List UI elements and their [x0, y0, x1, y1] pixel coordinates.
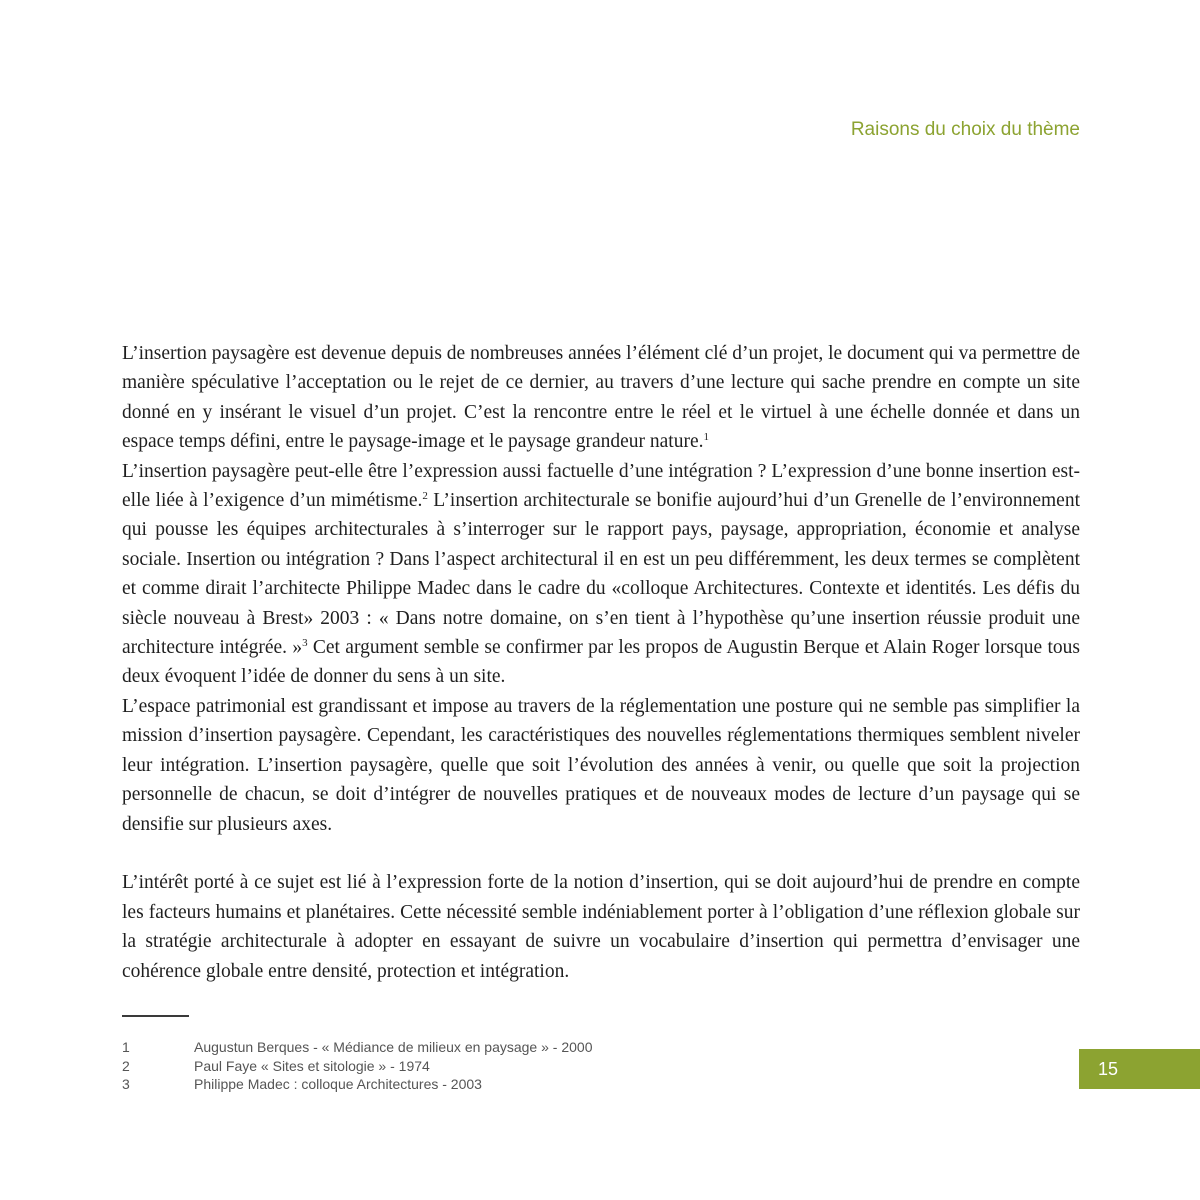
footnote-text: Paul Faye « Sites et sitologie » - 1974: [194, 1057, 430, 1074]
running-header: Raisons du choix du thème: [850, 119, 1080, 140]
paragraph-2: L’espace patrimonial est grandissant et impose au travers de la réglementation une posture qui ne semble pas simplifier la mission d’insertion paysagère. Cependant, les caractéristiques des nouvelles réglementations thermiques semblent niveler leur intégration. L’insertion paysagère, quelle que soit l’évolution des années à venir, ou quelle que soit la projection personnelle de chacun, se doit d’intégrer de nouvelles pratiques et de nouveaux modes de lecture d’un paysage qui se densifie sur plusieurs axes.: [122, 695, 1080, 835]
paragraph-1-part-d: Cet argument semble se confirmer par les propos de Augustin Berque et Alain Roger lorsque tous deux évoquent l’idée de donner du sens à un site.: [122, 637, 1080, 688]
footnote-item: [122, 1075, 822, 1094]
footnote-text: Augustun Berques - « Médiance de milieux en paysage » - 2000: [194, 1039, 593, 1055]
footnote-number: 3: [122, 1076, 130, 1092]
paragraph-1-part-a: L’insertion paysagère est devenue depuis de nombreuses années l’élément clé d’un projet, le document qui va permettre de manière spéculative l’acceptation ou le rejet de ce dernier, au travers d’une lecture qui sache prendre en compte un site donné en y insérant le visuel d’un projet. C’est la rencontre entre le réel et le virtuel à une échelle donnée et dans un espace temps défini, entre le paysage-image et le paysage grandeur nature.: [122, 343, 1080, 453]
footnote-text: Philippe Madec : colloque Architectures - 2003: [194, 1076, 482, 1092]
paragraph-3: L’intérêt porté à ce sujet est lié à l’expression forte de la notion d’insertion, qui se doit aujourd’hui de prendre en compte les facteurs humains et planétaires. Cette nécessité semble indéniablement porter à l’obligation d’une réflexion globale sur la stratégie architecturale à adopter en essayant de suivre un vocabulaire d’insertion qui permettra d’envisager une cohérence globale entre densité, protection et intégration.: [122, 872, 1080, 982]
footnote-divider: [122, 1015, 189, 1017]
footnote-number: 2: [122, 1057, 130, 1074]
paragraph-1: [122, 339, 1080, 692]
footnote-number: 1: [122, 1039, 130, 1055]
page-number: 15: [1079, 1049, 1200, 1089]
footnote-item: [122, 1057, 822, 1076]
footnote-item: [122, 1038, 822, 1057]
paragraph-1-part-c: L’insertion architecturale se bonifie aujourd’hui d’un Grenelle de l’environnement qui pousse les équipes architecturales à s’interroger sur le rapport pays, paysage, appropriation, économie et analyse sociale. Insertion ou intégration ? Dans l’aspect architectural il en est un peu différemment, les deux termes se complètent et comme dirait l’architecte Philippe Madec dans le cadre du «colloque Architectures. Contexte et identités. Les défis du siècle nouveau à Brest» 2003 : « Dans notre domaine, on s’en tient à l’hypothèse qu’une insertion réussie produit une architecture intégrée. »: [122, 490, 1080, 659]
footnotes: [122, 1038, 822, 1094]
footnote-ref-1: 1: [703, 431, 709, 444]
footnote-ref-3: 3: [302, 637, 308, 650]
paragraph-1-part-b: L’insertion paysagère peut-elle être l’expression aussi factuelle d’une intégration ? L’expression d’une bonne insertion est-elle liée à l’exigence d’un mimétisme.: [122, 460, 1080, 512]
main-text: [122, 339, 1080, 986]
footnote-ref-2: 2: [422, 490, 428, 503]
